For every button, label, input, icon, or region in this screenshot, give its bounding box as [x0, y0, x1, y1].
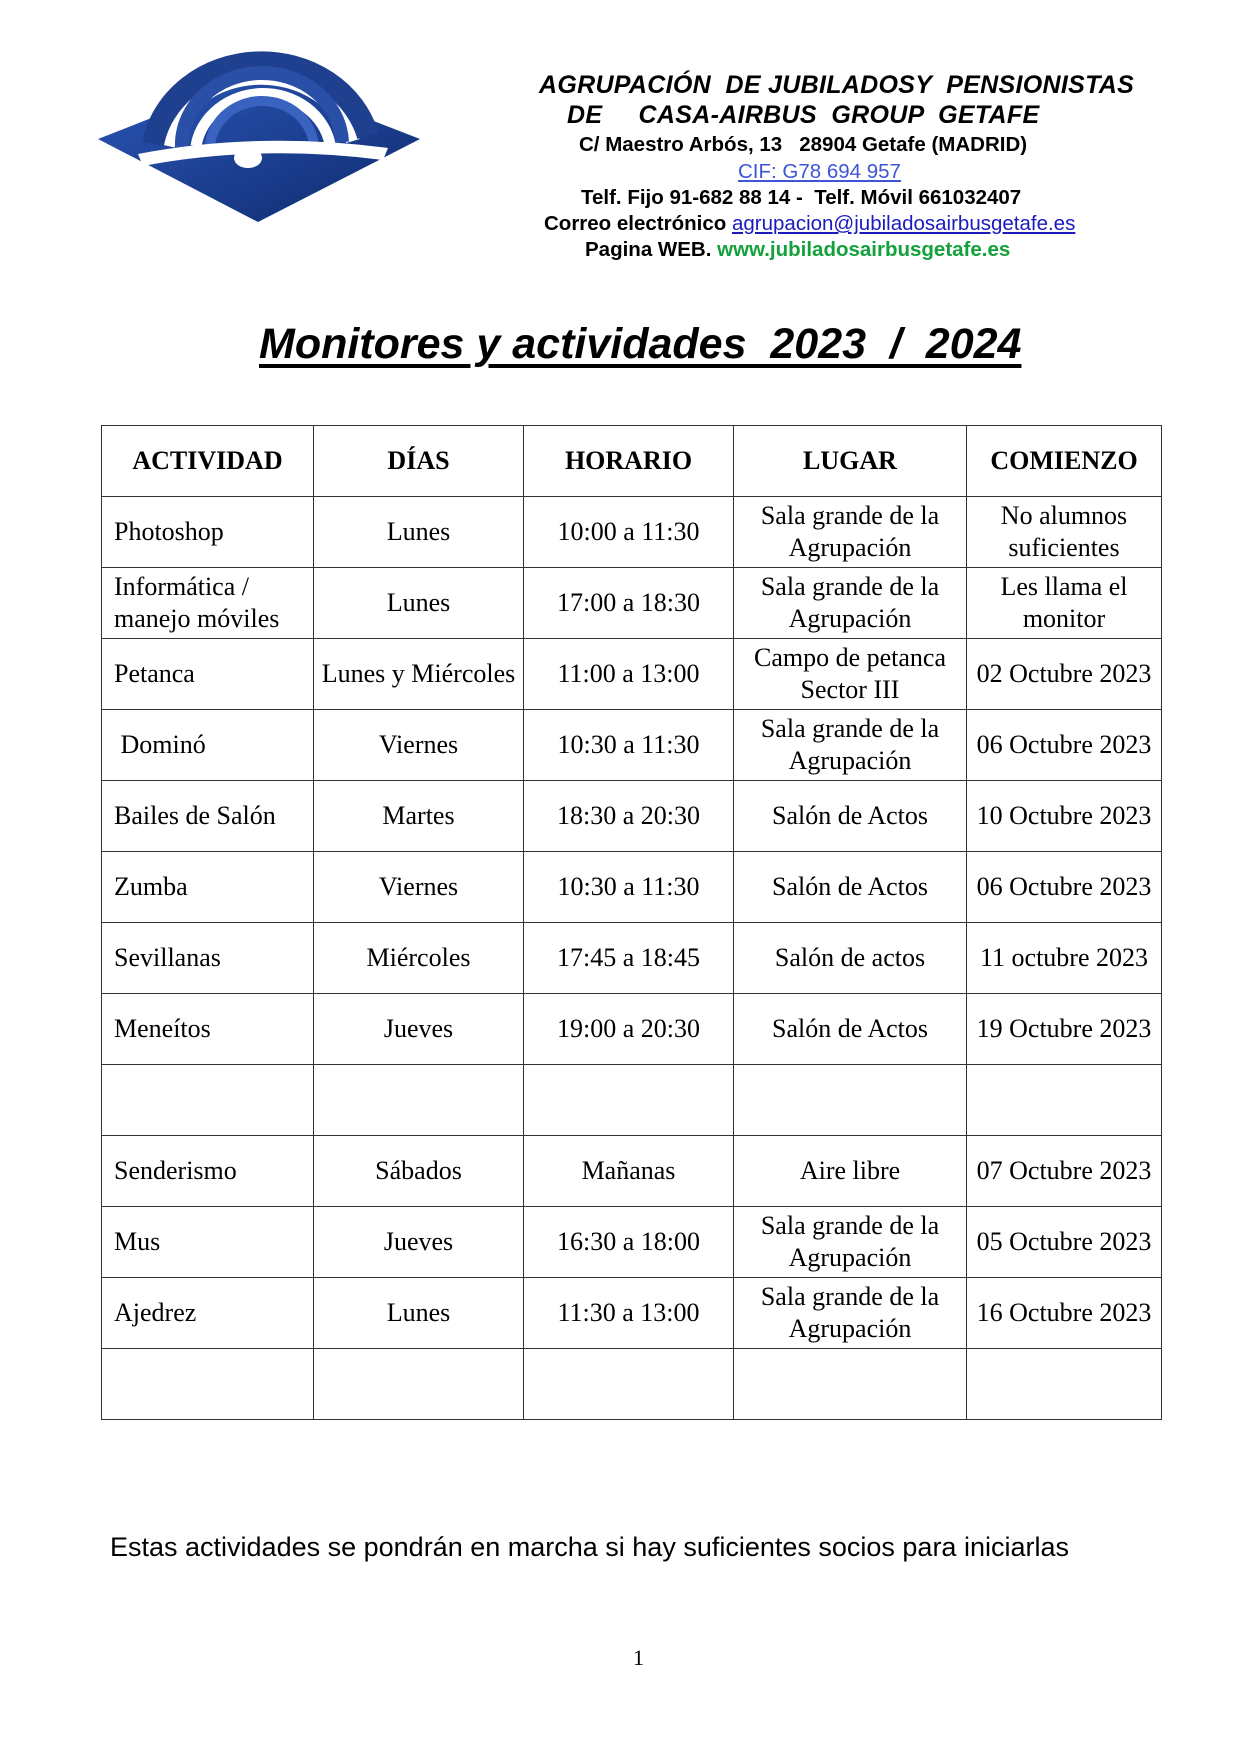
- cell-horario: 18:30 a 20:30: [524, 781, 734, 852]
- cell-comienzo: [967, 1065, 1162, 1136]
- cell-comienzo: [967, 1349, 1162, 1420]
- cell-actividad: Sevillanas: [102, 923, 314, 994]
- table-row: [102, 639, 1162, 710]
- page-title: Monitores y actividades 2023 / 2024: [259, 320, 1022, 368]
- cell-actividad: Zumba: [102, 852, 314, 923]
- cell-lugar: Sala grande de la Agrupación: [734, 1278, 967, 1349]
- cell-dias: Martes: [314, 781, 524, 852]
- table-row: [102, 994, 1162, 1065]
- cell-comienzo: 19 Octubre 2023: [967, 994, 1162, 1065]
- cell-horario: 17:45 a 18:45: [524, 923, 734, 994]
- table-row: [102, 1136, 1162, 1207]
- cell-lugar: Sala grande de la Agrupación: [734, 568, 967, 639]
- cell-horario: 19:00 a 20:30: [524, 994, 734, 1065]
- email-line: [544, 211, 1075, 237]
- cell-comienzo: 02 Octubre 2023: [967, 639, 1162, 710]
- table-header-row: [102, 426, 1162, 497]
- cell-dias: Jueves: [314, 994, 524, 1065]
- cell-dias: Jueves: [314, 1207, 524, 1278]
- cell-lugar: Salón de Actos: [734, 994, 967, 1065]
- cell-lugar: Campo de petanca Sector III: [734, 639, 967, 710]
- cell-lugar: Aire libre: [734, 1136, 967, 1207]
- header-comienzo: COMIENZO: [967, 426, 1162, 497]
- cell-horario: [524, 1065, 734, 1136]
- cell-actividad: Petanca: [102, 639, 314, 710]
- cell-horario: 10:30 a 11:30: [524, 710, 734, 781]
- phone-numbers: Telf. Fijo 91-682 88 14 - Telf. Móvil 661032407: [581, 186, 1022, 209]
- cell-horario: 10:00 a 11:30: [524, 497, 734, 568]
- cell-lugar: Salón de Actos: [734, 852, 967, 923]
- header-dias: DÍAS: [314, 426, 524, 497]
- cell-horario: Mañanas: [524, 1136, 734, 1207]
- cell-actividad: Informática / manejo móviles: [102, 568, 314, 639]
- cell-dias: Sábados: [314, 1136, 524, 1207]
- cell-actividad: Dominó: [102, 710, 314, 781]
- cell-actividad: Bailes de Salón: [102, 781, 314, 852]
- cif-link[interactable]: CIF: G78 694 957: [738, 160, 901, 183]
- web-label: Pagina WEB.: [585, 238, 712, 261]
- cell-lugar: Salón de Actos: [734, 781, 967, 852]
- address: C/ Maestro Arbós, 13 28904 Getafe (MADRID): [579, 133, 1028, 156]
- cell-comienzo: 05 Octubre 2023: [967, 1207, 1162, 1278]
- table-row: [102, 923, 1162, 994]
- cell-horario: 11:00 a 13:00: [524, 639, 734, 710]
- cell-horario: 16:30 a 18:00: [524, 1207, 734, 1278]
- cell-comienzo: 10 Octubre 2023: [967, 781, 1162, 852]
- cell-lugar: Sala grande de la Agrupación: [734, 710, 967, 781]
- footer-note: Estas actividades se pondrán en marcha si hay suficientes socios para iniciarlas: [110, 1532, 1069, 1562]
- association-logo: [98, 36, 420, 222]
- table-row: [102, 568, 1162, 639]
- table-row: [102, 1278, 1162, 1349]
- header-lugar: LUGAR: [734, 426, 967, 497]
- cell-lugar: Sala grande de la Agrupación: [734, 497, 967, 568]
- table-row: [102, 497, 1162, 568]
- cell-lugar: Sala grande de la Agrupación: [734, 1207, 967, 1278]
- cell-lugar: [734, 1065, 967, 1136]
- activities-table: [101, 425, 1162, 1420]
- cell-dias: [314, 1065, 524, 1136]
- cell-dias: Lunes y Miércoles: [314, 639, 524, 710]
- header-horario: HORARIO: [524, 426, 734, 497]
- table-row-empty: [102, 1065, 1162, 1136]
- cell-dias: Miércoles: [314, 923, 524, 994]
- table-row: [102, 852, 1162, 923]
- org-name-line2: DE CASA-AIRBUS GROUP GETAFE: [567, 101, 1040, 129]
- cell-actividad: Ajedrez: [102, 1278, 314, 1349]
- page-number: 1: [633, 1645, 644, 1670]
- cell-dias: Lunes: [314, 1278, 524, 1349]
- email-label: Correo electrónico: [544, 212, 727, 235]
- cell-comienzo: 16 Octubre 2023: [967, 1278, 1162, 1349]
- cell-horario: 10:30 a 11:30: [524, 852, 734, 923]
- cell-actividad: [102, 1065, 314, 1136]
- cell-actividad: [102, 1349, 314, 1420]
- cell-lugar: Salón de actos: [734, 923, 967, 994]
- org-name-line1: AGRUPACIÓN DE JUBILADOSY PENSIONISTAS: [539, 71, 1135, 99]
- web-line: [585, 237, 1010, 263]
- cell-lugar: [734, 1349, 967, 1420]
- cell-comienzo: 06 Octubre 2023: [967, 852, 1162, 923]
- cell-dias: Lunes: [314, 568, 524, 639]
- email-link[interactable]: agrupacion@jubiladosairbusgetafe.es: [731, 212, 1076, 235]
- cell-dias: Viernes: [314, 710, 524, 781]
- cell-dias: Viernes: [314, 852, 524, 923]
- cell-comienzo: Les llama el monitor: [967, 568, 1162, 639]
- cell-actividad: Mus: [102, 1207, 314, 1278]
- letterhead: [500, 70, 1200, 261]
- cell-actividad: Meneítos: [102, 994, 314, 1065]
- table-row-empty: [102, 1349, 1162, 1420]
- cell-horario: 17:00 a 18:30: [524, 568, 734, 639]
- cell-actividad: Senderismo: [102, 1136, 314, 1207]
- web-link[interactable]: www.jubiladosairbusgetafe.es: [717, 238, 1011, 261]
- cell-comienzo: 11 octubre 2023: [967, 923, 1162, 994]
- header-actividad: ACTIVIDAD: [102, 426, 314, 497]
- cell-horario: [524, 1349, 734, 1420]
- cell-comienzo: 06 Octubre 2023: [967, 710, 1162, 781]
- cell-dias: [314, 1349, 524, 1420]
- cell-actividad: Photoshop: [102, 497, 314, 568]
- cell-comienzo: No alumnos suficientes: [967, 497, 1162, 568]
- table-row: [102, 781, 1162, 852]
- table-row: [102, 1207, 1162, 1278]
- table-row: [102, 710, 1162, 781]
- cell-comienzo: 07 Octubre 2023: [967, 1136, 1162, 1207]
- cell-dias: Lunes: [314, 497, 524, 568]
- cell-horario: 11:30 a 13:00: [524, 1278, 734, 1349]
